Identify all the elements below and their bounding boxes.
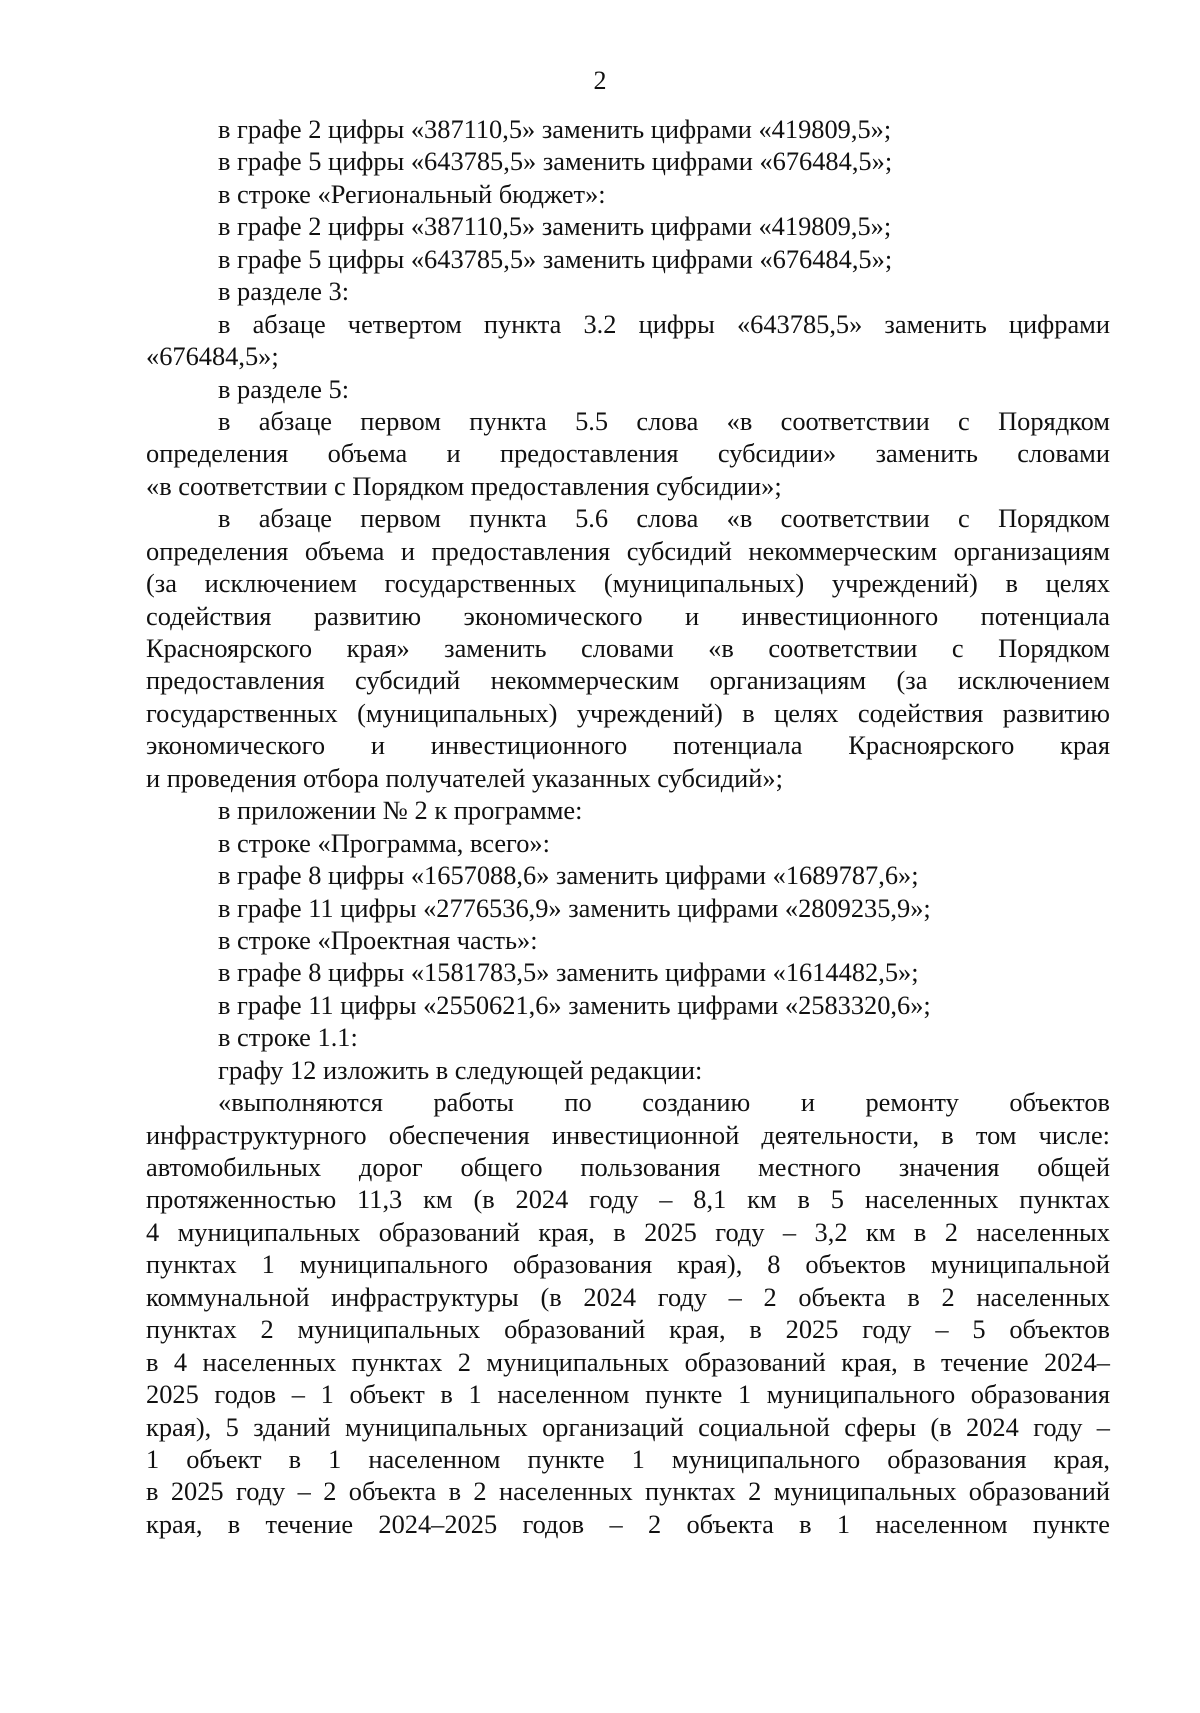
text-line: в строке «Программа, всего»: bbox=[218, 827, 550, 858]
text-line: определения объема и предоставления субсидии» заменить словами bbox=[146, 438, 1110, 469]
text-line: в строке 1.1: bbox=[218, 1022, 358, 1053]
text-line: пунктах 1 муниципального образования края), 8 объектов муниципальной bbox=[146, 1249, 1110, 1280]
text-line: в абзаце четвертом пункта 3.2 цифры «643785,5» заменить цифрами bbox=[218, 308, 1110, 339]
text-line: Красноярского края» заменить словами «в соответствии с Порядком bbox=[146, 633, 1110, 663]
text-line: в строке «Региональный бюджет»: bbox=[218, 178, 606, 209]
text-line: государственных (муниципальных) учреждений) в целях содействия развитию bbox=[146, 697, 1110, 728]
text-line: содействия развитию экономического и инвестиционного потенциала bbox=[146, 600, 1110, 631]
text-line: 2025 годов – 1 объект в 1 населенном пункте 1 муниципального образования bbox=[146, 1379, 1110, 1410]
text-line: в разделе 3: bbox=[218, 276, 350, 307]
text-line: в 4 населенных пунктах 2 муниципальных образований края, в течение 2024– bbox=[146, 1346, 1110, 1377]
text-line: в приложении № 2 к программе: bbox=[218, 795, 583, 826]
text-line: в графе 5 цифры «643785,5» заменить цифрами «676484,5»; bbox=[218, 243, 893, 274]
text-line: 1 объект в 1 населенном пункте 1 муниципального образования края, bbox=[146, 1443, 1110, 1474]
text-line: в графе 2 цифры «387110,5» заменить цифрами «419809,5»; bbox=[218, 114, 892, 144]
text-line: определения объема и предоставления субсидий некоммерческим организациям bbox=[146, 535, 1110, 566]
document-body bbox=[146, 113, 1110, 1540]
text-line: «676484,5»; bbox=[146, 341, 279, 372]
text-line: «в соответствии с Порядком предоставления субсидии»; bbox=[146, 470, 782, 501]
text-line: края, в течение 2024–2025 годов – 2 объекта в 1 населенном пункте bbox=[146, 1508, 1110, 1539]
text-line: (за исключением государственных (муниципальных) учреждений) в целях bbox=[146, 568, 1110, 599]
text-line: в графе 11 цифры «2776536,9» заменить цифрами «2809235,9»; bbox=[218, 892, 931, 923]
text-line: в графе 8 цифры «1581783,5» заменить цифрами «1614482,5»; bbox=[218, 957, 919, 988]
text-line: и проведения отбора получателей указанных субсидий»; bbox=[146, 762, 783, 793]
text-line: в абзаце первом пункта 5.5 слова «в соответствии с Порядком bbox=[218, 405, 1110, 436]
page-number: 2 bbox=[593, 66, 607, 95]
text-line: графу 12 изложить в следующей редакции: bbox=[218, 1054, 703, 1085]
text-line: в строке «Проектная часть»: bbox=[218, 924, 538, 955]
text-line: в разделе 5: bbox=[218, 373, 350, 404]
text-line: в графе 8 цифры «1657088,6» заменить цифрами «1689787,6»; bbox=[218, 860, 919, 891]
text-line: пунктах 2 муниципальных образований края, в 2025 году – 5 объектов bbox=[146, 1314, 1110, 1345]
text-line: края), 5 зданий муниципальных организаций социальной сферы (в 2024 году – bbox=[146, 1411, 1110, 1442]
text-line: протяженностью 11,3 км (в 2024 году – 8,1 км в 5 населенных пунктах bbox=[146, 1184, 1110, 1215]
text-line: 4 муниципальных образований края, в 2025 году – 3,2 км в 2 населенных bbox=[146, 1216, 1110, 1247]
text-line: коммунальной инфраструктуры (в 2024 году – 2 объекта в 2 населенных bbox=[146, 1281, 1110, 1312]
text-line: предоставления субсидий некоммерческим организациям (за исключением bbox=[146, 665, 1110, 696]
text-line: в 2025 году – 2 объекта в 2 населенных пунктах 2 муниципальных образований bbox=[146, 1476, 1110, 1507]
text-line: в графе 2 цифры «387110,5» заменить цифрами «419809,5»; bbox=[218, 211, 892, 242]
text-line: автомобильных дорог общего пользования местного значения общей bbox=[146, 1152, 1110, 1182]
text-line: в графе 11 цифры «2550621,6» заменить цифрами «2583320,6»; bbox=[218, 989, 931, 1020]
text-line: в графе 5 цифры «643785,5» заменить цифрами «676484,5»; bbox=[218, 146, 893, 177]
text-line: инфраструктурного обеспечения инвестиционной деятельности, в том числе: bbox=[146, 1119, 1110, 1150]
text-line: экономического и инвестиционного потенциала Красноярского края bbox=[146, 730, 1110, 761]
text-line: «выполняются работы по созданию и ремонту объектов bbox=[218, 1087, 1110, 1118]
text-line: в абзаце первом пункта 5.6 слова «в соответствии с Порядком bbox=[218, 503, 1110, 534]
